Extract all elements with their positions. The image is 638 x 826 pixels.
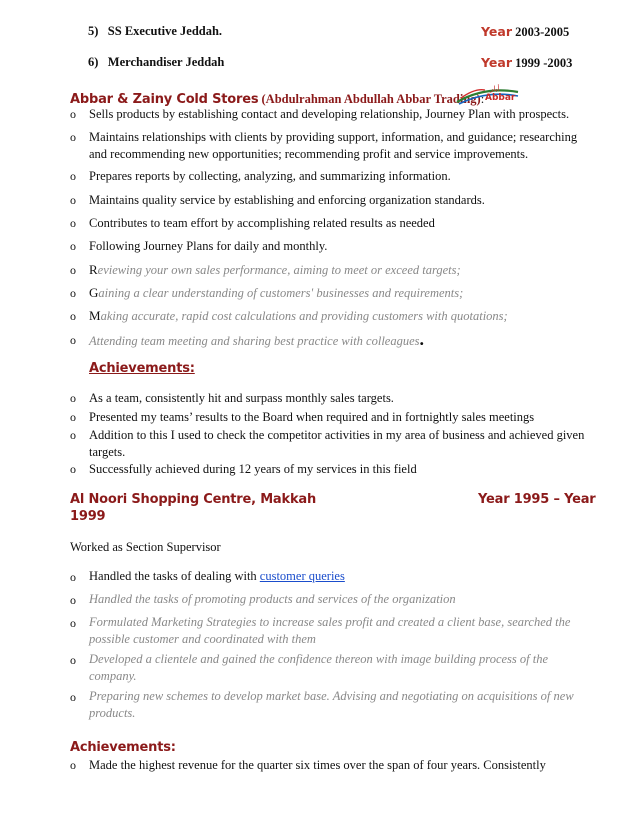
italic-duty-item: Handled the tasks of promoting products and services of the organization <box>89 592 456 606</box>
bullet-icon: o <box>70 239 76 253</box>
italic-duty-item: Developed a clientele and gained the confidence thereon with image building process of the company. <box>89 652 549 683</box>
bullet-icon: o <box>70 107 76 121</box>
year-word: Year <box>481 55 512 70</box>
duty-rest: eviewing your own sales performance, aiming to meet or exceed targets; <box>97 263 461 277</box>
bullet-icon: o <box>70 428 76 442</box>
position-title: SS Executive Jeddah. <box>107 24 223 38</box>
abbar-logo-graphic <box>455 82 520 106</box>
bullet-icon: o <box>70 570 76 584</box>
duty-rest: aining a clear understanding of customers' businesses and requirements; <box>98 286 464 300</box>
bullet-icon: o <box>70 758 76 772</box>
italic-duty-item <box>89 284 589 302</box>
achievement-item: Presented my teams’ results to the Board when required and in fortnightly sales meetings <box>89 410 535 424</box>
alnoori-years-end: 1999 <box>70 509 106 524</box>
initial-letter: G <box>89 285 99 300</box>
bullet-icon: o <box>70 616 76 630</box>
italic-duty-item <box>89 307 589 325</box>
bullet-icon: o <box>70 309 76 323</box>
bullet-icon: o <box>70 130 76 144</box>
year-word: Year <box>481 24 512 39</box>
alnoori-role: Worked as Section Supervisor <box>70 540 221 554</box>
achievement-item: Addition to this I used to check the competitor activities in my area of business and achieved given targets. <box>89 428 585 459</box>
italic-duty-item: Formulated Marketing Strategies to increase sales profit and created a client base, searched the possible customer and coordinated with them <box>89 615 571 646</box>
bullet-icon: o <box>70 593 76 607</box>
bullet-icon: o <box>70 690 76 704</box>
duty-rest: Attending team meeting and sharing best practice with colleagues <box>89 334 420 348</box>
duty-item: Contributes to team effort by accomplishing related results as needed <box>89 216 435 230</box>
achievements-heading: Achievements: <box>89 361 195 376</box>
alnoori-achievements-heading: Achievements: <box>70 740 176 755</box>
customer-queries-link[interactable]: customer queries <box>259 569 345 583</box>
position-number: 5) <box>88 24 99 38</box>
position-6-years <box>481 55 572 71</box>
duty-item: Maintains relationships with clients by providing support, information, and guidance; researching and recommending new opportunities; recommending profit and service improvements. <box>89 130 578 161</box>
bullet-icon: o <box>70 462 76 476</box>
duty-prefix: Handled the tasks of dealing with <box>89 569 260 583</box>
company-name: Abbar & Zainy Cold Stores <box>70 92 259 107</box>
bullet-icon: o <box>70 391 76 405</box>
duty-rest: aking accurate, rapid cost calculations and providing customers with quotations; <box>100 309 508 323</box>
duty-item: Following Journey Plans for daily and monthly. <box>89 239 328 253</box>
bullet-icon: o <box>70 216 76 230</box>
trailing-period: . <box>419 329 424 349</box>
italic-duty-item: Preparing new schemes to develop market base. Advising and negotiating on acquisitions of new products. <box>89 689 574 720</box>
initial-letter: R <box>89 262 98 277</box>
year-range: 1999 -2003 <box>515 56 573 70</box>
bullet-icon: o <box>70 286 76 300</box>
logo-text: Abbar <box>485 93 516 103</box>
alnoori-years: Year 1995 – Year <box>478 492 596 507</box>
position-5-years <box>481 24 569 40</box>
achievement-item: As a team, consistently hit and surpass monthly sales targets. <box>89 391 394 405</box>
position-5-line <box>88 24 222 39</box>
bullet-icon: o <box>70 263 76 277</box>
initial-letter: M <box>89 308 101 323</box>
duty-item: Prepares reports by collecting, analyzing, and summarizing information. <box>89 169 451 183</box>
achievement-item: Made the highest revenue for the quarter six times over the span of four years. Consistently <box>89 758 546 772</box>
italic-duty-item <box>89 261 589 279</box>
position-number: 6) <box>88 55 99 69</box>
alnoori-company-name: Al Noori Shopping Centre, Makkah <box>70 492 317 507</box>
bullet-icon: o <box>70 653 76 667</box>
position-title: Merchandiser Jeddah <box>107 55 225 69</box>
duty-item: Maintains quality service by establishing and enforcing organization standards. <box>89 193 485 207</box>
abbar-heading <box>70 92 484 107</box>
bullet-icon: o <box>70 169 76 183</box>
parent-company: (Abdulrahman Abdullah Abbar Trading) <box>261 92 481 106</box>
duty-item: Sells products by establishing contact and developing relationship, Journey Plan with prospects. <box>89 107 570 121</box>
bullet-icon: o <box>70 193 76 207</box>
year-range: 2003-2005 <box>515 25 570 39</box>
position-6-line <box>88 55 224 70</box>
duty-item <box>89 568 589 585</box>
italic-duty-item <box>89 331 589 350</box>
bullet-icon: o <box>70 333 76 347</box>
achievement-item: Successfully achieved during 12 years of my services in this field <box>89 462 417 476</box>
abbar-logo <box>455 82 520 106</box>
logo-arabic: أبار <box>490 85 500 93</box>
bullet-icon: o <box>70 410 76 424</box>
heading-colon: : <box>480 92 485 106</box>
